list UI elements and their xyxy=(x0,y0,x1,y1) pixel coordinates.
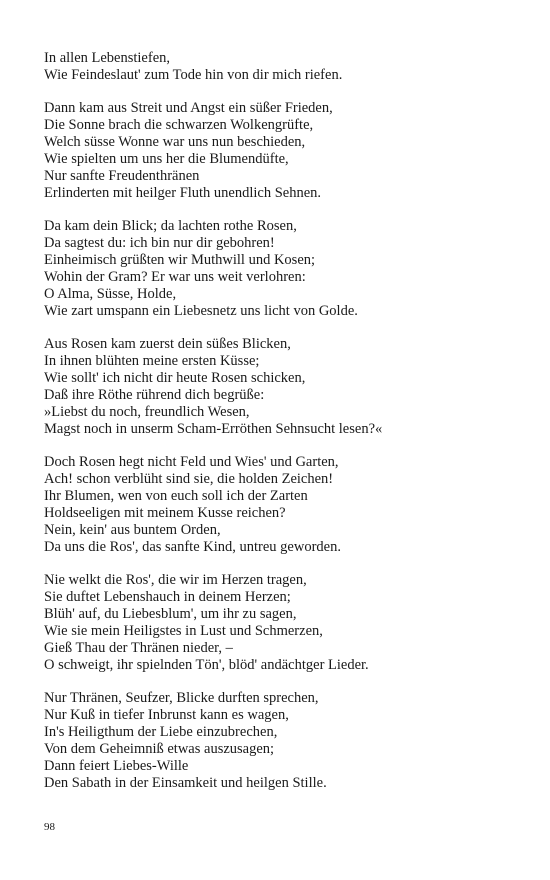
verse-line: Daß ihre Röthe rührend dich begrüße: xyxy=(44,387,265,403)
verse-line: Wie spielten um uns her die Blumendüfte, xyxy=(44,151,289,167)
verse-line: Da sagtest du: ich bin nur dir gebohren! xyxy=(44,235,275,251)
verse-line: »Liebst du noch, freundlich Wesen, xyxy=(44,404,250,420)
verse-line: Ihr Blumen, wen von euch soll ich der Zarten xyxy=(44,488,308,504)
stanza xyxy=(44,336,534,438)
stanza xyxy=(44,218,534,320)
stanza xyxy=(44,690,534,792)
verse-line: In ihnen blühten meine ersten Küsse; xyxy=(44,353,260,369)
verse-line: Sie duftet Lebenshauch in deinem Herzen; xyxy=(44,589,291,605)
verse-line: Wie sollt' ich nicht dir heute Rosen schicken, xyxy=(44,370,306,386)
verse-line: Welch süsse Wonne war uns nun beschieden, xyxy=(44,134,306,150)
page-number: 98 xyxy=(44,821,55,833)
verse-line: O schweigt, ihr spielnden Tön', blöd' andächtger Lieder. xyxy=(44,657,369,673)
verse-line: Doch Rosen hegt nicht Feld und Wies' und Garten, xyxy=(44,454,339,470)
verse-line: Nur Kuß in tiefer Inbrunst kann es wagen, xyxy=(44,707,289,723)
verse-line: In's Heiligthum der Liebe einzubrechen, xyxy=(44,724,278,740)
verse-line: Magst noch in unserm Scham-Erröthen Sehnsucht lesen?« xyxy=(44,421,383,437)
verse-line: Von dem Geheimniß etwas auszusagen; xyxy=(44,741,275,757)
verse-line: Nein, kein' aus buntem Orden, xyxy=(44,522,221,538)
poem-text xyxy=(44,50,534,808)
verse-line: Die Sonne brach die schwarzen Wolkengrüfte, xyxy=(44,117,314,133)
verse-line: Einheimisch grüßten wir Muthwill und Kosen; xyxy=(44,252,316,268)
verse-line: In allen Lebenstiefen, xyxy=(44,50,171,66)
verse-line: Dann kam aus Streit und Angst ein süßer Frieden, xyxy=(44,100,333,116)
verse-line: Da uns die Ros', das sanfte Kind, untreu geworden. xyxy=(44,539,341,555)
verse-line: Wohin der Gram? Er war uns weit verlohren: xyxy=(44,269,306,285)
verse-line: Nur Thränen, Seufzer, Blicke durften sprechen, xyxy=(44,690,319,706)
verse-line: Nur sanfte Freudenthränen xyxy=(44,168,200,184)
stanza xyxy=(44,50,534,84)
stanza xyxy=(44,454,534,556)
verse-line: Blüh' auf, du Liebesblum', um ihr zu sagen, xyxy=(44,606,297,622)
verse-line: Wie sie mein Heiligstes in Lust und Schmerzen, xyxy=(44,623,323,639)
verse-line: Wie zart umspann ein Liebesnetz uns licht von Golde. xyxy=(44,303,358,319)
verse-line: Erlinderten mit heilger Fluth unendlich Sehnen. xyxy=(44,185,322,201)
stanza xyxy=(44,572,534,674)
verse-line: Ach! schon verblüht sind sie, die holden Zeichen! xyxy=(44,471,334,487)
verse-line: Gieß Thau der Thränen nieder, – xyxy=(44,640,233,656)
verse-line: Nie welkt die Ros', die wir im Herzen tragen, xyxy=(44,572,307,588)
verse-line: Dann feiert Liebes-Wille xyxy=(44,758,189,774)
verse-line: Aus Rosen kam zuerst dein süßes Blicken, xyxy=(44,336,291,352)
verse-line: Den Sabath in der Einsamkeit und heilgen Stille. xyxy=(44,775,327,791)
verse-line: O Alma, Süsse, Holde, xyxy=(44,286,177,302)
verse-line: Da kam dein Blick; da lachten rothe Rosen, xyxy=(44,218,297,234)
verse-line: Wie Feindeslaut' zum Tode hin von dir mich riefen. xyxy=(44,67,343,83)
verse-line: Holdseeligen mit meinem Kusse reichen? xyxy=(44,505,286,521)
stanza xyxy=(44,100,534,202)
